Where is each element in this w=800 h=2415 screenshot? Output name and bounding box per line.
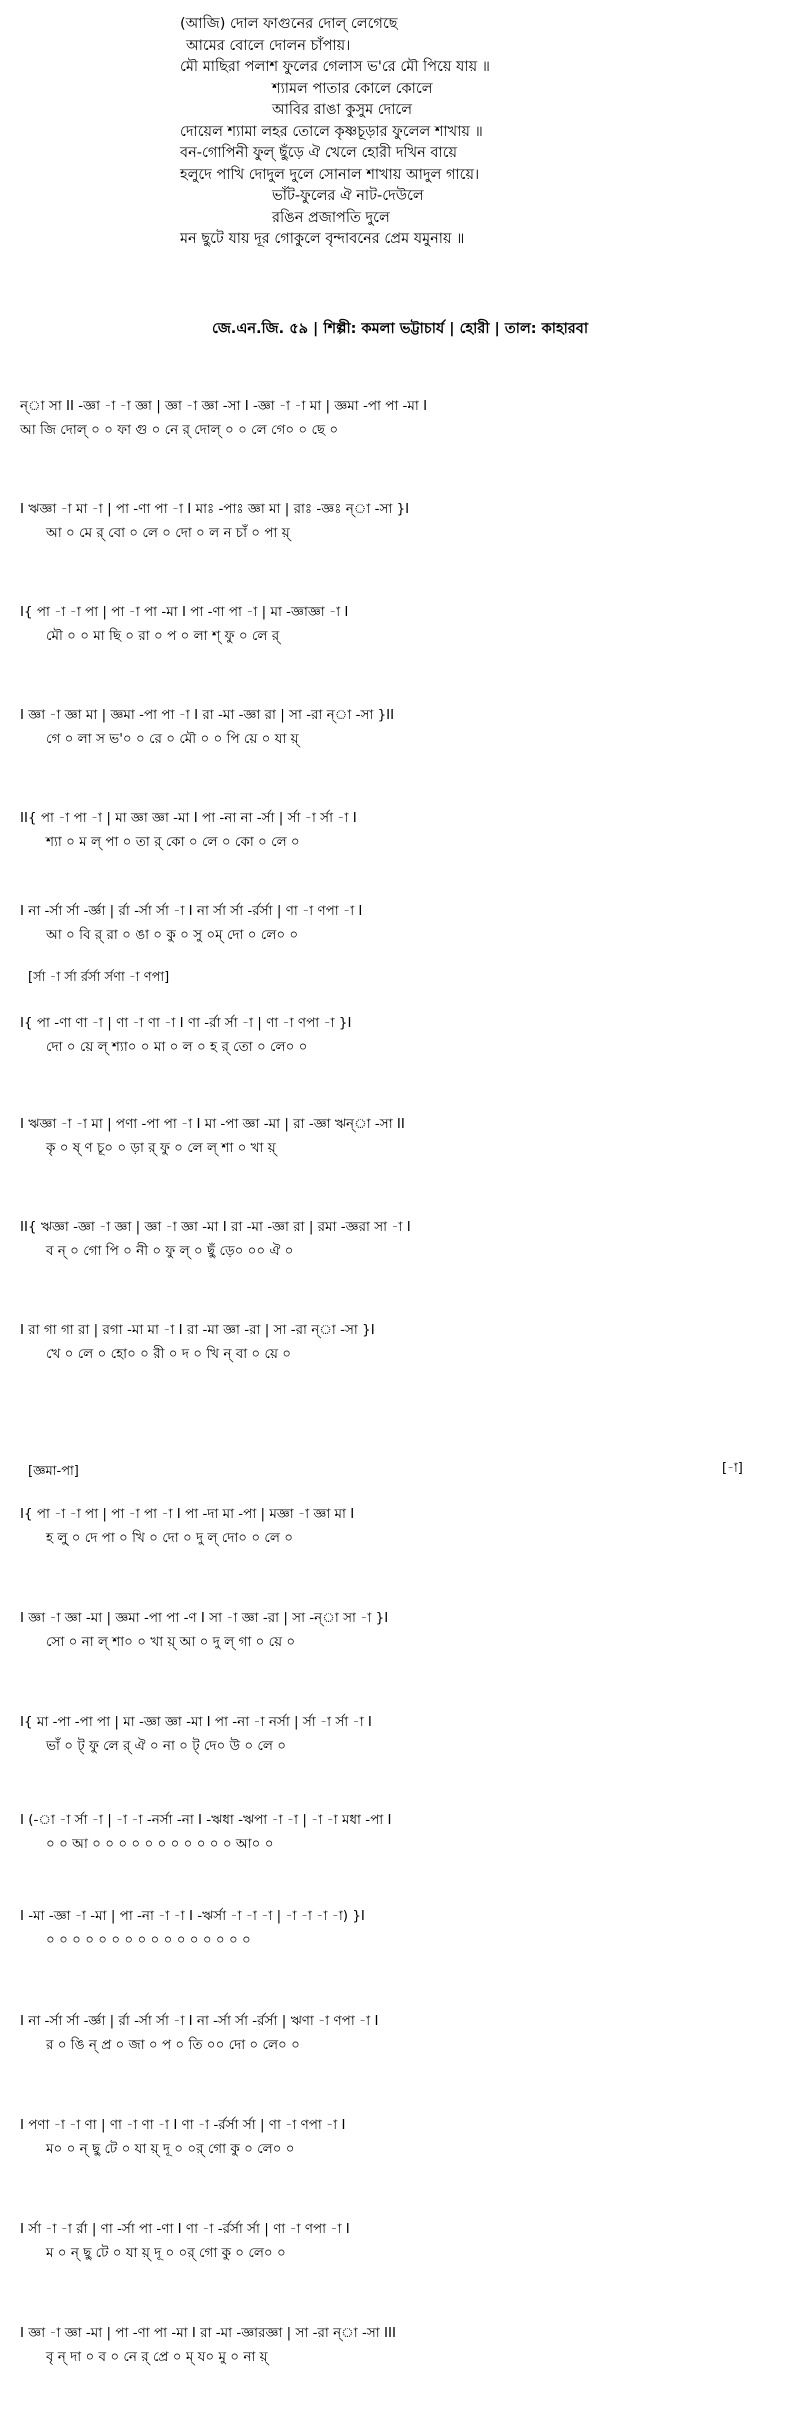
syllable-row: [0, 1343, 780, 1366]
syllable-text: ম ০ ন্‌ ছু টে ০ যা য়্‌ দূ ০ ০র্‌ গো কু ০ লে০ ০: [46, 2245, 286, 2261]
syllable-row: [0, 1527, 780, 1550]
notation-row: [0, 2114, 780, 2137]
lyric-line: আবির রাঙা কুসুম দোলে: [272, 102, 413, 118]
syllable-row: [0, 1036, 780, 1059]
lyric-line: ভাঁট-ফুলের ঐ নাট-দেউলে: [272, 188, 424, 204]
notation-text: I না -র্সা র্সা -র্জ্ঞা | র্রা -র্সা র্সা -া I না র্সা র্সা -র্রর্সা | ণা -া ণপা -া I: [20, 903, 363, 919]
notation-row: [0, 1905, 780, 1928]
syllable-text: কৃ ০ ষ্‌ ণ চূ০ ০ ড়া র্‌ ফু ০ লে ল্‌ শা ০ খা য়্‌: [46, 1140, 276, 1156]
syllable-text: আ ০ বি র্‌ রা ০ ঙা ০ কু ০ সু ০ম্‌ দো ০ লে০ ০: [46, 927, 299, 943]
syllable-row: [0, 2034, 780, 2057]
lyric-line: শ্যামল পাতার কোলে কোলে: [272, 80, 433, 97]
lyric-line: (আজি) দোল ফাগুনের দোল্‌ লেগেছে: [180, 16, 398, 32]
notation-row: [0, 704, 780, 727]
lyric-line: দোয়েল শ্যামা লহর তোলে কৃষ্ণচূড়ার ফুলেল শাখায় ॥: [180, 123, 483, 140]
syllable-row: [0, 2346, 780, 2369]
notation-row: [0, 1216, 780, 1239]
syllable-row: [0, 728, 780, 751]
lyric-line: বন-গোপিনী ফুল্‌ ছুঁড়ে ঐ খেলে হোরী দখিন বায়ে: [180, 145, 458, 161]
notation-text: I -মা -জ্ঞা -া -মা | পা -না -া -া I -ঋর্সা -া -া -া | -া -া -া -া) }I: [20, 1908, 365, 1924]
notation-text: I জ্ঞা -া জ্ঞা -মা | পা -ণা পা -মা I রা -মা -জ্ঞারজ্ঞা | সা -রা ন্‌া -সা III: [20, 2325, 396, 2341]
syllable-row: [0, 1735, 780, 1758]
lyric-line: মন ছুটে যায় দূর গোকুলে বৃন্দাবনের প্রেম যমুনায় ॥: [180, 231, 465, 247]
syllable-text: বৃ ন্‌ দা ০ ব ০ নে র্‌ প্রে ০ ম্‌ য০ মু ০ না য়্‌: [46, 2349, 268, 2365]
notation-text: I র্সা -া -া র্রা | ণা -র্সা পা -ণা I ণা -া -র্রর্সা র্সা | ণা -া ণপা -া I: [20, 2221, 350, 2237]
notation-text: I পণা -া -া ণা | ণা -া ণা -া I ণা -া -র্রর্সা র্সা | ণা -া ণপা -া I: [20, 2117, 346, 2133]
syllable-text: দো ০ য়ে ল্‌ শ্যা০ ০ মা ০ ল ০ হ র্‌ তো ০ লে০ ০: [46, 1039, 308, 1055]
notation-text: I ঋজ্ঞা -া -া মা | পণা -পা পা -া I মা -পা জ্ঞা -মা | রা -জ্ঞা ঋন্‌া -সা II: [20, 1116, 405, 1132]
lyric-line: আমের বোলে দোলন চাঁপায়।: [186, 37, 351, 54]
syllable-row: [0, 2138, 780, 2161]
notation-text: I জ্ঞা -া জ্ঞা মা | জ্ঞমা -পা পা -া I রা -মা -জ্ঞা রা | সা -রা ন্‌া -সা }II: [20, 707, 395, 723]
syllable-row: [0, 419, 780, 442]
syllable-text: আ ০ মে র্‌ বো ০ লে ০ দো ০ ল ন চাঁ ০ পা য়্‌: [46, 525, 290, 541]
song-info-line: জে.এন.জি. ৫৯ | শিল্পী: কমলা ভট্টাচার্য | হোরী | তাল: কাহারবা: [211, 321, 589, 337]
lyric-line: মৌ মাছিরা পলাশ ফুলের গেলাস ভ'রে মৌ পিয়ে যায় ॥: [180, 59, 490, 75]
syllable-row: [0, 831, 780, 854]
syllable-row: [0, 1929, 780, 1952]
syllable-text: গে ০ লা স ভ'০ ০ রে ০ মৌ ০ ০ পি য়ে ০ যা য়্‌: [46, 731, 299, 747]
notation-row: [0, 1809, 780, 1832]
syllable-row: [0, 522, 780, 545]
lyrics-stanza: [180, 14, 780, 251]
notation-row: [0, 1012, 780, 1035]
notation-row: [0, 395, 780, 418]
syllable-text: ভাঁ ০ ট্‌ ফু লে র্‌ ঐ ০ না ০ ট্‌ দে০ উ ০ লে ০: [46, 1738, 286, 1754]
notation-text: I না -র্সা র্সা -র্জ্ঞা | র্রা -র্সা র্সা -া I না -র্সা র্সা -র্রর্সা | ঋণা -া ণপা -া I: [20, 2013, 379, 2029]
section-label: [র্সা -া র্সা র্রর্সা র্সণা -া ণপা]: [28, 970, 170, 985]
section-label: [-া]: [722, 1461, 743, 1476]
syllable-row: [0, 1833, 780, 1856]
syllable-row: [0, 2242, 780, 2265]
notation-text: I{ পা -া -া পা | পা -া পা -া I পা -দা মা -পা | মজ্ঞা -া জ্ঞা মা I: [20, 1506, 355, 1522]
lyric-line: হলুদে পাখি দোদুল দুলে সোনাল শাখায় আদুল গায়ে।: [180, 166, 480, 183]
syllable-row: [0, 625, 780, 648]
notation-row: [0, 2322, 780, 2345]
notation-row: [0, 1711, 780, 1734]
notation-row: [0, 2010, 780, 2033]
syllable-text: মৌ ০ ০ মা ছি ০ রা ০ প ০ লা শ্‌ ফু ০ লে র্‌: [46, 628, 280, 644]
notation-text: I ঋজ্ঞা -া মা -া | পা -ণা পা -া I মাঃ -পাঃ জ্ঞা মা | রাঃ -জ্ঞঃ ন্‌া -সা }I: [20, 501, 410, 517]
notation-row: [0, 498, 780, 521]
notation-text: I{ পা -া -া পা | পা -া পা -মা I পা -ণা পা -া | মা -জ্ঞাজ্ঞা -া I: [20, 604, 349, 620]
syllable-text: ব ন্‌ ০ গো পি ০ নী ০ ফু ল্‌ ০ ছুঁ ড়ে০ ০০ ঐ ০: [46, 1243, 294, 1259]
syllable-text: র ০ ঙি ন্‌ প্র ০ জা ০ প ০ তি ০০ দো ০ লে০ ০: [46, 2037, 300, 2053]
syllable-text: ০ ০ আ ০ ০ ০ ০ ০ ০ ০ ০ ০ ০ ০ আ০ ০: [46, 1836, 274, 1852]
syllable-row: [0, 1240, 780, 1263]
notation-text: I{ পা -ণা ণা -া | ণা -া ণা -া I ণা -র্রা র্সা -া | ণা -া ণপা -া }I: [20, 1015, 352, 1031]
notation-row: [0, 807, 780, 830]
syllable-text: ০ ০ ০ ০ ০ ০ ০ ০ ০ ০ ০ ০ ০ ০ ০ ০: [46, 1932, 251, 1948]
notation-text: I{ মা -পা -পা পা | মা -জ্ঞা জ্ঞা -মা I পা -না -া নর্সা | র্সা -া র্সা -া I: [20, 1714, 372, 1730]
notation-row: [0, 1319, 780, 1342]
notation-row: [0, 1607, 780, 1630]
syllable-row: [0, 924, 780, 947]
syllable-text: সো ০ না ল্‌ শা০ ০ খা য়্‌ আ ০ দু ল্‌ গা ০ য়ে ০: [46, 1634, 296, 1650]
notation-text: II{ পা -া পা -া | মা জ্ঞা জ্ঞা -মা I পা -না না -র্সা | র্সা -া র্সা -া I: [20, 810, 357, 826]
lyric-line: রঙিন প্রজাপতি দুলে: [272, 209, 390, 226]
notation-text: ন্‌া সা II -জ্ঞা -া -া জ্ঞা | জ্ঞা -া জ্ঞা -সা I -জ্ঞা -া -া মা | জ্ঞমা -পা পা -মা I: [20, 398, 428, 414]
syllable-row: [0, 1137, 780, 1160]
notation-text: I রা গা গা রা | রগা -মা মা -া I রা -মা জ্ঞা -রা | সা -রা ন্‌া -সা }I: [20, 1322, 375, 1338]
syllable-text: হ লু্‌ ০ দে পা ০ খি ০ দো ০ দু ল্‌ দো০ ০ লে ০: [46, 1530, 293, 1546]
notation-row: [0, 900, 780, 923]
syllable-text: শ্যা ০ ম ল্‌ পা ০ তা র্‌ কো ০ লে ০ কো ০ লে ০: [46, 834, 300, 850]
notation-text: II{ ঋজ্ঞা -জ্ঞা -া জ্ঞা | জ্ঞা -া জ্ঞা -মা I রা -মা -জ্ঞা রা | রমা -জ্ঞরা সা -া I: [20, 1219, 411, 1235]
syllable-text: ম০ ০ ন্‌ ছু টে ০ যা য়্‌ দূ ০ ০র্‌ গো কু ০ লে০ ০: [46, 2141, 295, 2157]
syllable-text: আ জি দোল্‌ ০ ০ ফা গু ০ নে র্‌ দোল্‌ ০ ০ লে গে০ ০ ছে ০: [20, 422, 339, 438]
syllable-row: [0, 1631, 780, 1654]
notation-row: [0, 1113, 780, 1136]
notation-row: [0, 1503, 780, 1526]
syllable-text: খে ০ লে ০ হো০ ০ রী ০ দ ০ খি ন্‌ বা ০ য়ে ০: [46, 1346, 291, 1362]
notation-text: I জ্ঞা -া জ্ঞা -মা | জ্ঞমা -পা পা -ণ I সা -া জ্ঞা -রা | সা -ন্‌া সা -া }I: [20, 1610, 389, 1626]
section-label: [জ্ঞমা-পা]: [28, 1464, 79, 1479]
notation-row: [0, 601, 780, 624]
notation-text: I (-া -া র্সা -া | -া -া -নর্সা -না I -ঋধা -ঋপা -া -া | -া -া মধা -পা I: [20, 1812, 392, 1828]
notation-row: [0, 2218, 780, 2241]
